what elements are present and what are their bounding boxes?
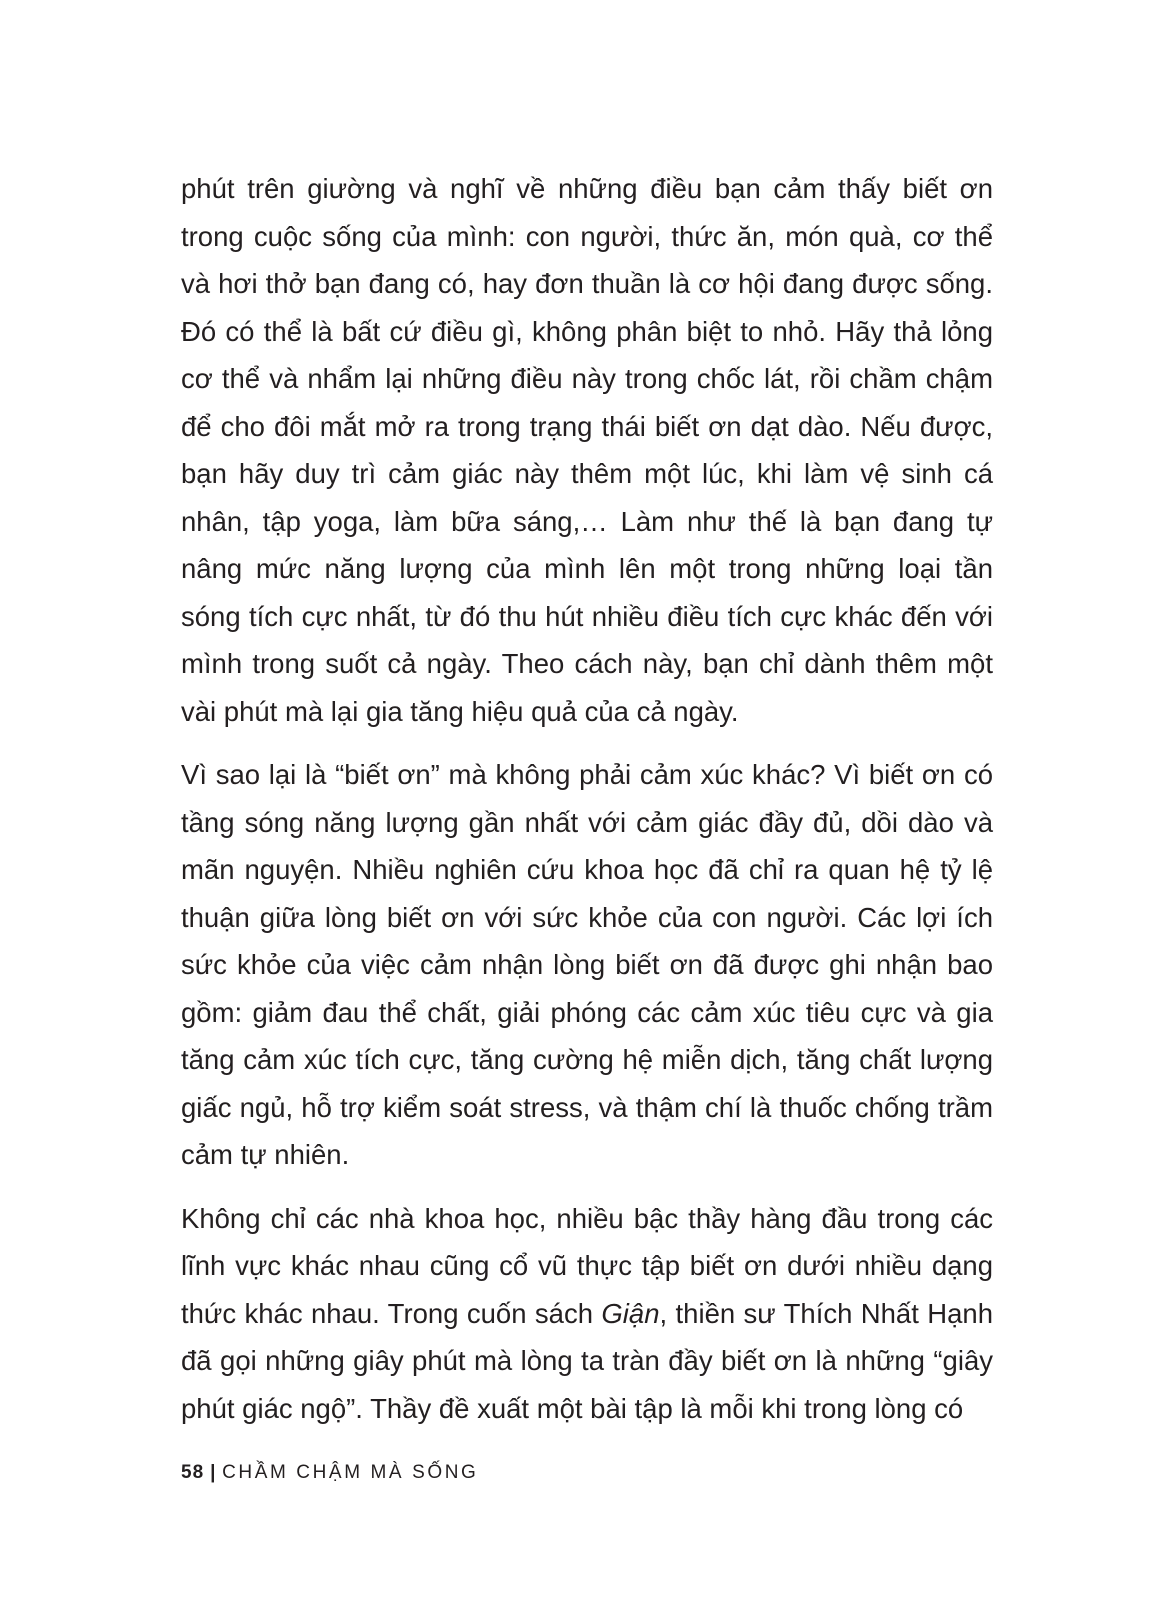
page-body xyxy=(181,165,993,1448)
paragraph-2: Vì sao lại là “biết ơn” mà không phải cảm xúc khác? Vì biết ơn có tầng sóng năng lượng gần nhất với cảm giác đầy đủ, dồi dào và mãn nguyện. Nhiều nghiên cứu khoa học đã chỉ ra quan hệ tỷ lệ thuận giữa lòng biết ơn với sức khỏe của con người. Các lợi ích sức khỏe của việc cảm nhận lòng biết ơn đã được ghi nhận bao gồm: giảm đau thể chất, giải phóng các cảm xúc tiêu cực và gia tăng cảm xúc tích cực, tăng cường hệ miễn dịch, tăng chất lượng giấc ngủ, hỗ trợ kiểm soát stress, và thậm chí là thuốc chống trầm cảm tự nhiên. xyxy=(181,759,993,1170)
page-number: 58 xyxy=(181,1462,205,1483)
paragraph-3-text-after: , thiền sư Thích Nhất Hạnh đã gọi những giây phút mà lòng ta tràn đầy biết ơn là những “giây phút giác ngộ”. Thầy đề xuất một bài tập là mỗi khi trong lòng có xyxy=(181,1297,994,1424)
running-footer xyxy=(181,1460,478,1486)
book-title-italic: Giận xyxy=(601,1297,660,1329)
footer-book-title: CHẦM CHẬM MÀ SỐNG xyxy=(222,1462,479,1483)
paragraph-3 xyxy=(181,1195,993,1433)
paragraph-1: phút trên giường và nghĩ về những điều bạn cảm thấy biết ơn trong cuộc sống của mình: con người, thức ăn, món quà, cơ thể và hơi thở bạn đang có, hay đơn thuần là cơ hội đang được sống. Đó có thể là bất cứ điều gì, không phân biệt to nhỏ. Hãy thả lỏng cơ thể và nhẩm lại những điều này trong chốc lát, rồi chầm chậm để cho đôi mắt mở ra trong trạng thái biết ơn dạt dào. Nếu được, bạn hãy duy trì cảm giác này thêm một lúc, khi làm vệ sinh cá nhân, tập yoga, làm bữa sáng,… Làm như thế là bạn đang tự nâng mức năng lượng của mình lên một trong những loại tần sóng tích cực nhất, từ đó thu hút nhiều điều tích cực khác đến với mình trong suốt cả ngày. Theo cách này, bạn chỉ dành thêm một vài phút mà lại gia tăng hiệu quả của cả ngày. xyxy=(181,173,993,727)
paragraph-3-text-before: Không chỉ các nhà khoa học, nhiều bậc thầy hàng đầu trong các lĩnh vực khác nhau cũng cổ vũ thực tập biết ơn dưới nhiều dạng thức khác nhau. Trong cuốn sách xyxy=(181,1202,993,1329)
footer-separator: | xyxy=(210,1462,219,1483)
